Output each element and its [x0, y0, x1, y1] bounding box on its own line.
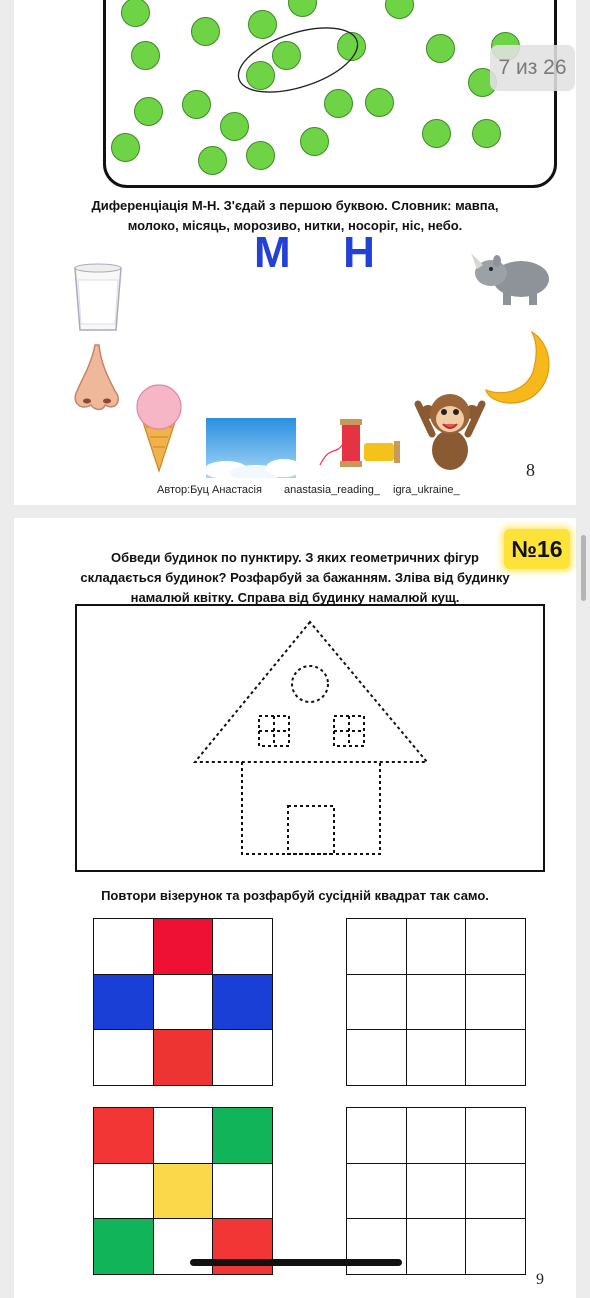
grid-cell: [94, 1108, 154, 1164]
footer-author: Автор:Буц Анастасія: [157, 484, 262, 496]
ice-cream-icon: [134, 383, 184, 473]
moon-icon: [484, 328, 556, 406]
task-instruction: Обведи будинок по пунктиру. З яких геометричних фігур складається будинок? Розфарбуй за бажанням. Зліва від будинку намалюй квітку. Справа від будинку намалюй кущ.: [80, 550, 510, 605]
page-counter: 7 из 26: [490, 45, 575, 91]
grid-cell: [154, 1108, 214, 1164]
grid-cell: [154, 1219, 214, 1275]
green-dot: [111, 133, 140, 162]
grid-cell: [154, 1164, 214, 1220]
milk-glass-icon: [72, 262, 124, 334]
grid-cell: [94, 1164, 154, 1220]
green-dot: [365, 88, 394, 117]
monkey-icon: [414, 384, 486, 474]
grid-cell: [466, 975, 526, 1031]
page-number: 8: [526, 460, 535, 480]
green-dot: [131, 41, 160, 70]
green-dot: [426, 34, 455, 63]
green-dot: [134, 97, 163, 126]
green-dot: [220, 112, 249, 141]
green-dot: [246, 141, 275, 170]
grid-cell: [466, 1030, 526, 1086]
green-dot: [198, 146, 227, 175]
dotted-house-drawing: [77, 606, 543, 870]
green-dot: [191, 17, 220, 46]
grid-cell: [407, 1030, 467, 1086]
grid-cell: [94, 1219, 154, 1275]
grid-cell: [347, 1164, 407, 1220]
pattern-grid-1: [93, 918, 273, 1086]
empty-grid-2: [346, 1107, 526, 1275]
letter-m: М: [254, 228, 297, 277]
grid-cell: [213, 1164, 273, 1220]
grid-cell: [347, 1219, 407, 1275]
next-page-number: 9: [536, 1271, 544, 1288]
letters-m-n: [254, 228, 381, 278]
grid-cell: [213, 1108, 273, 1164]
grid-cell: [94, 975, 154, 1031]
grid-cell: [213, 975, 273, 1031]
grid-cell: [347, 1108, 407, 1164]
letter-n: Н: [343, 228, 381, 277]
grid-cell: [347, 919, 407, 975]
house-frame: [75, 604, 545, 872]
grid-cell: [407, 1108, 467, 1164]
grid-cell: [154, 919, 214, 975]
sky-picture: [206, 418, 296, 478]
grid-cell: [466, 919, 526, 975]
grid-cell: [213, 919, 273, 975]
grid-cell: [407, 919, 467, 975]
empty-grid-1: [346, 918, 526, 1086]
home-indicator[interactable]: [190, 1259, 402, 1266]
footer-handle-2: igra_ukraine_: [393, 484, 460, 496]
scrollbar-thumb[interactable]: [581, 535, 586, 601]
thread-spools-icon: [316, 415, 406, 475]
footer-handle-1: anastasia_reading_: [284, 484, 381, 496]
grid-cell: [347, 975, 407, 1031]
instruction-text: Диференціація М-Н. З'єдай з першою буквою. Словник: мавпа, молоко, місяць, морозиво, нитки, носоріг, ніс, небо.: [91, 198, 499, 233]
grid-cell: [94, 1030, 154, 1086]
pattern-grid-2: [93, 1107, 273, 1275]
grid-cell: [154, 975, 214, 1031]
grid-cell: [154, 1030, 214, 1086]
grid-cell: [466, 1219, 526, 1275]
green-dot: [182, 90, 211, 119]
green-dot: [422, 119, 451, 148]
grid-cell: [407, 1164, 467, 1220]
green-dot: [300, 127, 329, 156]
rhino-icon: [469, 247, 553, 309]
grid-cell: [407, 1219, 467, 1275]
green-dot: [472, 119, 501, 148]
grid-cell: [466, 1108, 526, 1164]
nose-icon: [69, 343, 125, 415]
grid-cell: [347, 1030, 407, 1086]
pattern-instruction: Повтори візерунок та розфарбуй сусідній квадрат так само.: [101, 888, 489, 903]
grid-cell: [213, 1030, 273, 1086]
grid-cell: [466, 1164, 526, 1220]
task-number-badge: №16: [504, 529, 570, 569]
grid-cell: [213, 1219, 273, 1275]
grid-cell: [94, 919, 154, 975]
grid-cell: [407, 975, 467, 1031]
worksheet-page-9: [14, 518, 576, 1298]
drawn-oval: [234, 18, 364, 104]
